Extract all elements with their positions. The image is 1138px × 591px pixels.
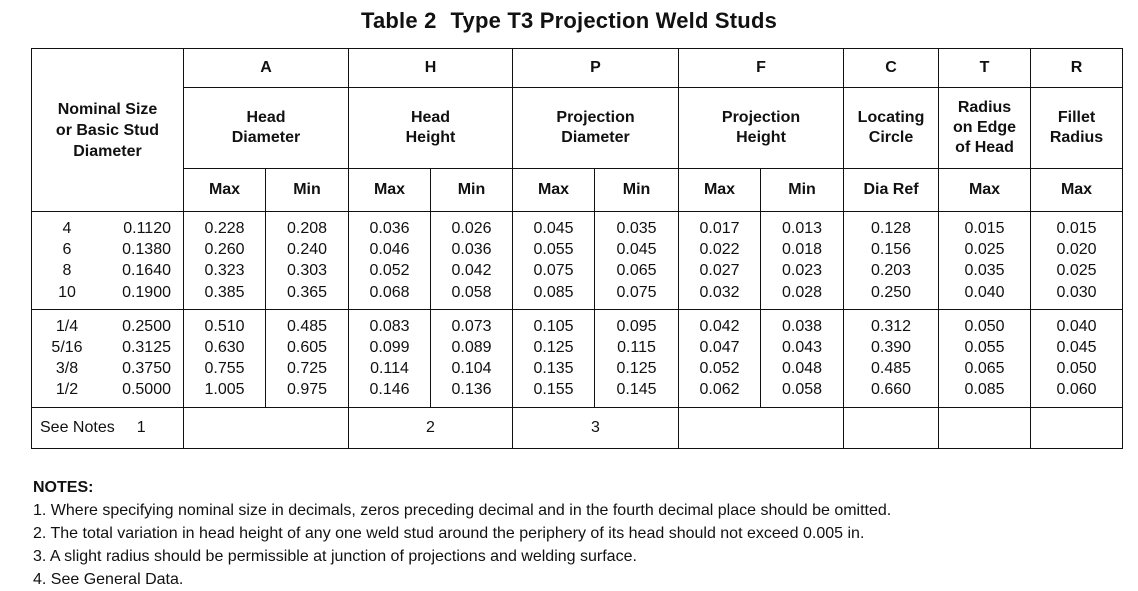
note-item: 4. See General Data. bbox=[33, 571, 184, 588]
data-cell-g1-f-min: 0.013 0.018 0.023 0.028 bbox=[761, 212, 844, 310]
sub-p-max: Max bbox=[513, 169, 595, 212]
see-notes-c bbox=[844, 407, 939, 448]
header-letter-p: P bbox=[513, 49, 679, 88]
sub-h-max: Max bbox=[349, 169, 431, 212]
sub-f-min: Min bbox=[761, 169, 844, 212]
nominal-sizes-group-1: 4 6 8 10 0.1120 0.1380 0.1640 0.1900 bbox=[32, 212, 184, 310]
header-letter-h: H bbox=[349, 49, 513, 88]
table-number: Table 2 bbox=[360, 8, 437, 33]
table-row-group-2 bbox=[32, 309, 1123, 407]
notes-heading: NOTES: bbox=[33, 479, 94, 496]
sub-c-dia-ref: Dia Ref bbox=[844, 169, 939, 212]
data-cell-g1-h-min: 0.026 0.036 0.042 0.058 bbox=[431, 212, 513, 310]
sub-a-min: Min bbox=[266, 169, 349, 212]
data-cell-g2-p-max: 0.105 0.125 0.135 0.155 bbox=[513, 309, 595, 407]
data-cell-g2-a-min: 0.485 0.605 0.725 0.975 bbox=[266, 309, 349, 407]
data-cell-g2-f-max: 0.042 0.047 0.052 0.062 bbox=[679, 309, 761, 407]
header-locating-circle: Locating Circle bbox=[844, 88, 939, 169]
header-letter-t: T bbox=[939, 49, 1031, 88]
sub-p-min: Min bbox=[595, 169, 679, 212]
data-cell-g2-r-max: 0.040 0.045 0.050 0.060 bbox=[1031, 309, 1123, 407]
see-notes-t bbox=[939, 407, 1031, 448]
nominal-size-header: Nominal Size or Basic Stud Diameter bbox=[32, 49, 184, 212]
data-cell-g2-a-max: 0.510 0.630 0.755 1.005 bbox=[184, 309, 266, 407]
header-fillet-radius: Fillet Radius bbox=[1031, 88, 1123, 169]
table-row-group-1 bbox=[32, 212, 1123, 310]
sub-f-max: Max bbox=[679, 169, 761, 212]
see-notes-a bbox=[184, 407, 349, 448]
data-cell-g1-a-max: 0.228 0.260 0.323 0.385 bbox=[184, 212, 266, 310]
data-cell-g2-f-min: 0.038 0.043 0.048 0.058 bbox=[761, 309, 844, 407]
note-item: 2. The total variation in head height of any one weld stud around the periphery of its head should not exceed 0.005 in. bbox=[33, 525, 865, 542]
data-cell-g2-c-dia-ref: 0.312 0.390 0.485 0.660 bbox=[844, 309, 939, 407]
data-cell-g1-r-max: 0.015 0.020 0.025 0.030 bbox=[1031, 212, 1123, 310]
data-cell-g2-t-max: 0.050 0.055 0.065 0.085 bbox=[939, 309, 1031, 407]
sub-a-max: Max bbox=[184, 169, 266, 212]
header-letter-r: R bbox=[1031, 49, 1123, 88]
sub-h-min: Min bbox=[431, 169, 513, 212]
data-cell-g1-t-max: 0.015 0.025 0.035 0.040 bbox=[939, 212, 1031, 310]
see-notes-r bbox=[1031, 407, 1123, 448]
see-notes-f bbox=[679, 407, 844, 448]
data-cell-g1-p-min: 0.035 0.045 0.065 0.075 bbox=[595, 212, 679, 310]
data-cell-g1-p-max: 0.045 0.055 0.075 0.085 bbox=[513, 212, 595, 310]
data-cell-g2-h-max: 0.083 0.099 0.114 0.146 bbox=[349, 309, 431, 407]
data-cell-g1-c-dia-ref: 0.128 0.156 0.203 0.250 bbox=[844, 212, 939, 310]
table-title bbox=[0, 8, 1138, 34]
nominal-sizes-group-2: 1/4 5/16 3/8 1/2 0.2500 0.3125 0.3750 0.5000 bbox=[32, 309, 184, 407]
header-letter-f: F bbox=[679, 49, 844, 88]
header-head-height: Head Height bbox=[349, 88, 513, 169]
header-radius-on-edge: Radius on Edge of Head bbox=[939, 88, 1031, 169]
data-cell-g1-f-max: 0.017 0.022 0.027 0.032 bbox=[679, 212, 761, 310]
data-cell-g1-h-max: 0.036 0.046 0.052 0.068 bbox=[349, 212, 431, 310]
sub-t-max: Max bbox=[939, 169, 1031, 212]
header-projection-diameter: Projection Diameter bbox=[513, 88, 679, 169]
header-letter-a: A bbox=[184, 49, 349, 88]
data-cell-g2-h-min: 0.073 0.089 0.104 0.136 bbox=[431, 309, 513, 407]
note-item: 3. A slight radius should be permissible at junction of projections and welding surface. bbox=[33, 548, 637, 565]
notes-section bbox=[33, 476, 891, 591]
header-projection-height: Projection Height bbox=[679, 88, 844, 169]
see-notes-p: 3 bbox=[513, 407, 679, 448]
weld-stud-table bbox=[31, 48, 1123, 449]
header-head-diameter: Head Diameter bbox=[184, 88, 349, 169]
data-cell-g2-p-min: 0.095 0.115 0.125 0.145 bbox=[595, 309, 679, 407]
data-cell-g1-a-min: 0.208 0.240 0.303 0.365 bbox=[266, 212, 349, 310]
table-name: Type T3 Projection Weld Studs bbox=[450, 8, 778, 33]
see-notes-row bbox=[32, 407, 1123, 448]
note-item: 1. Where specifying nominal size in decimals, zeros preceding decimal and in the fourth decimal place should be omitted. bbox=[33, 502, 892, 519]
sub-r-max: Max bbox=[1031, 169, 1123, 212]
see-notes-cell: See Notes 1 bbox=[32, 407, 184, 448]
see-notes-h: 2 bbox=[349, 407, 513, 448]
header-letter-c: C bbox=[844, 49, 939, 88]
